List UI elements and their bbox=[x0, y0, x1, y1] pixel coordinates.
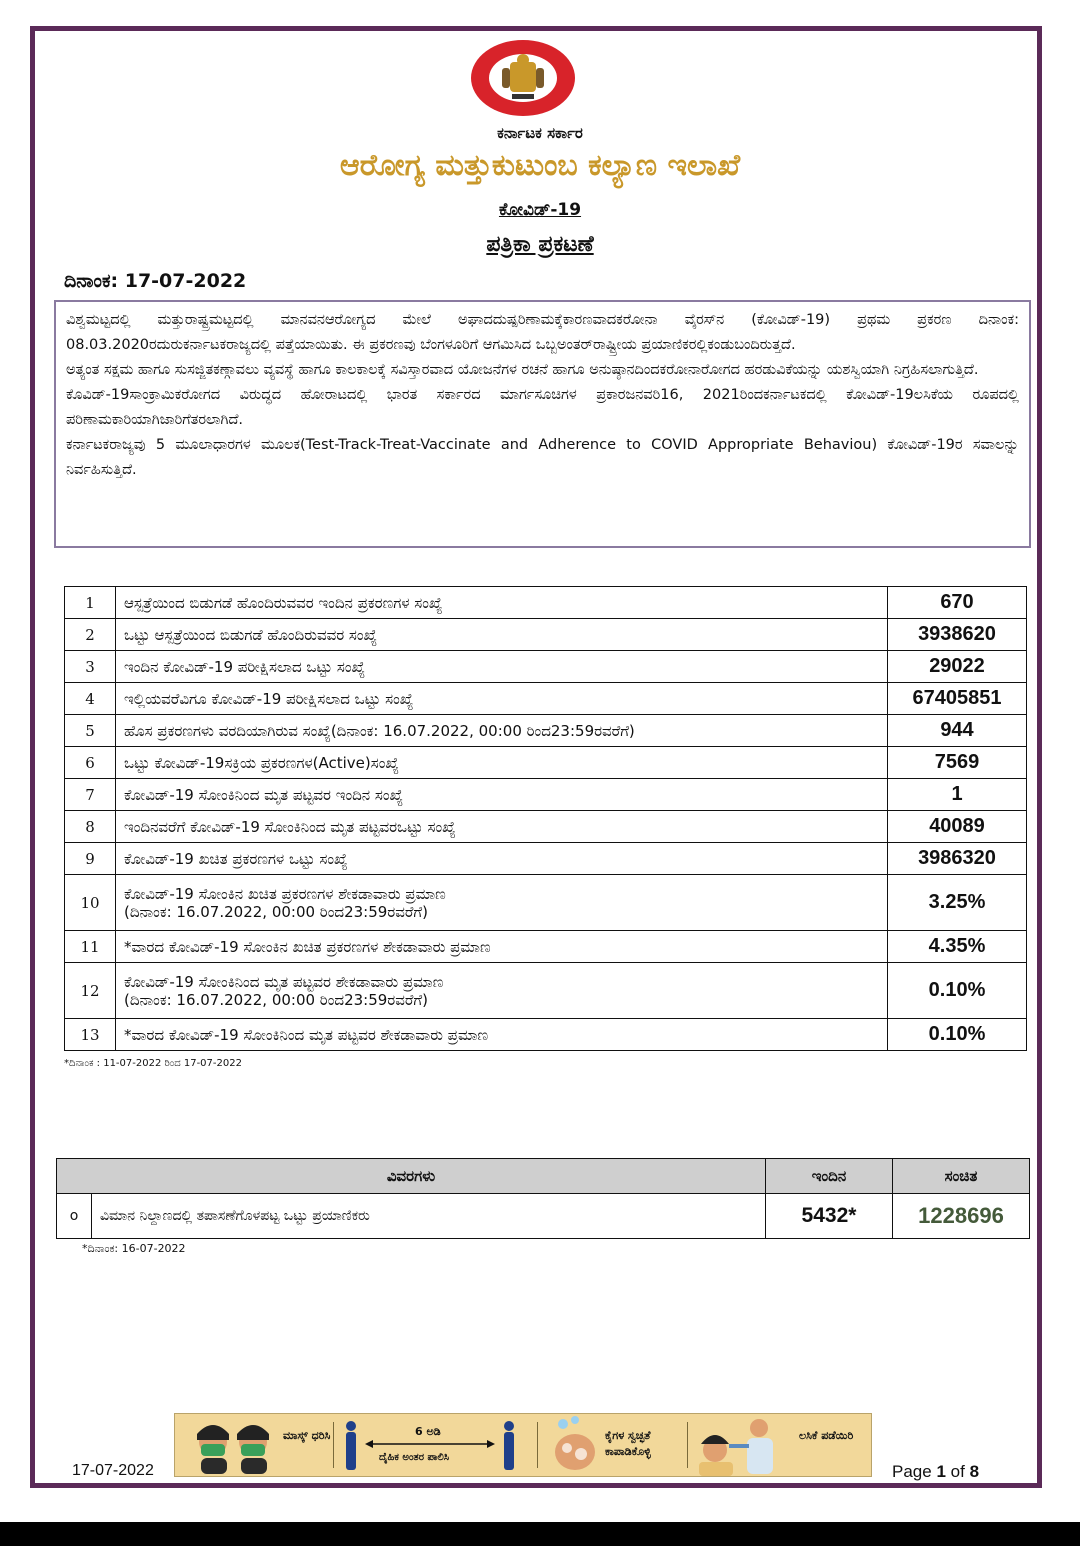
page-number: 1 bbox=[936, 1462, 946, 1481]
row-label: *ವಾರದ ಕೋವಿಡ್-19 ಸೋಂಕಿನಿಂದ ಮೃತ ಪಟ್ಟವರ ಶೇಕಡಾವಾರು ಪ್ರಮಾಣ bbox=[116, 1019, 888, 1051]
table-row bbox=[65, 651, 1027, 683]
row-label-sub: (ದಿನಾಂಕ: 16.07.2022, 00:00 ರಿಂದ23:59ರವರೆಗೆ) bbox=[124, 990, 428, 1009]
intro-paragraph: ವಿಶ್ವಮಟ್ಟದಲ್ಲಿ ಮತ್ತುರಾಷ್ಟ್ರಮಟ್ಟದಲ್ಲಿ ಮಾನವನಆರೋಗ್ಯದ ಮೇಲೆ ಅಘಾದದುಷ್ಪರಿಣಾಮಕ್ಕೆಕಾರಣವಾದಕರೋನಾ ವೈರಸ್‌ನ (ಕೋವಿಡ್-19) ಪ್ರಥಮ ಪ್ರಕರಣ ದಿನಾಂಕ: 08.03.2020ರದುರುಕರ್ನಾಟಕರಾಜ್ಯದಲ್ಲಿ ಪತ್ತೆಯಾಯಿತು. ಈ ಪ್ರಕರಣವು ಬೆಂಗಳೂರಿಗೆ ಆಗಮಿಸಿದ ಒಬ್ಬಅಂತರ್‌ರಾಷ್ಟ್ರೀಯ ಪ್ರಯಾಣಿಕರಲ್ಲಿಕಂಡುಬಂದಿರುತ್ತದೆ. bbox=[66, 312, 1019, 353]
mask-text: ಮಾಸ್ಕ್ ಧರಿಸಿ bbox=[283, 1429, 331, 1442]
row-number: 1 bbox=[65, 587, 116, 619]
table-row bbox=[65, 811, 1027, 843]
row-label: ಇಂದಿನವರೆಗೆ ಕೋವಿಡ್-19 ಸೋಂಕಿನಿಂದ ಮೃತ ಪಟ್ಟವರಒಟ್ಟು ಸಂಖ್ಯೆ bbox=[116, 811, 888, 843]
table-header-row bbox=[57, 1159, 1030, 1194]
banner-divider bbox=[537, 1422, 538, 1468]
hand-hygiene-text: ಕೈಗಳ ಸ್ವಚ್ಛತೆ ಕಾಪಾಡಿಕೊಳ್ಳಿ bbox=[605, 1429, 651, 1458]
row-label: *ವಾರದ ಕೋವಿಡ್-19 ಸೋಂಕಿನ ಖಚಿತ ಪ್ರಕರಣಗಳ ಶೇಕಡಾವಾರು ಪ್ರಮಾಣ bbox=[116, 931, 888, 963]
page-word: Page bbox=[892, 1462, 932, 1481]
row-value: 944 bbox=[888, 715, 1027, 747]
row-value: 1 bbox=[888, 779, 1027, 811]
row-value: 3986320 bbox=[888, 843, 1027, 875]
row-number: 12 bbox=[65, 963, 116, 1019]
row-value: 0.10% bbox=[888, 963, 1027, 1019]
row-number: 7 bbox=[65, 779, 116, 811]
row-number: 9 bbox=[65, 843, 116, 875]
table-row bbox=[65, 1019, 1027, 1051]
row-label-main: ಕೋವಿಡ್-19 ಸೋಂಕಿನ ಖಚಿತ ಪ್ರಕರಣಗಳ ಶೇಕಡಾವಾರು ಪ್ರಮಾಣ bbox=[124, 884, 446, 903]
table-row bbox=[65, 843, 1027, 875]
row-value: 67405851 bbox=[888, 683, 1027, 715]
row-number: 10 bbox=[65, 875, 116, 931]
release-date: ದಿನಾಂಕ: 17-07-2022 bbox=[64, 270, 247, 292]
press-release-heading: ಪತ್ರಿಕಾ ಪ್ರಕಟಣೆ bbox=[486, 232, 594, 257]
row-number: 4 bbox=[65, 683, 116, 715]
row-number: 6 bbox=[65, 747, 116, 779]
row-label: ಒಟ್ಟು ಕೋವಿಡ್-19ಸಕ್ರಿಯ ಪ್ರಕರಣಗಳ(Active)ಸಂಖ್ಯೆ bbox=[116, 747, 888, 779]
table-row bbox=[65, 587, 1027, 619]
row-label: ಆಸ್ಪತ್ರೆಯಿಂದ ಬಿಡುಗಡೆ ಹೊಂದಿರುವವರ ಇಂದಿನ ಪ್ರಕರಣಗಳ ಸಂಖ್ಯೆ bbox=[116, 587, 888, 619]
distance-top-text: 6 ಅಡಿ bbox=[415, 1425, 441, 1438]
row-number: 8 bbox=[65, 811, 116, 843]
header-cumulative: ಸಂಚಿತ bbox=[893, 1159, 1030, 1194]
table-row bbox=[65, 931, 1027, 963]
row-label-sub: (ದಿನಾಂಕ: 16.07.2022, 00:00 ರಿಂದ23:59ರವರೆಗೆ) bbox=[124, 902, 428, 921]
row-value: 3938620 bbox=[888, 619, 1027, 651]
table-row bbox=[65, 683, 1027, 715]
row-number: 3 bbox=[65, 651, 116, 683]
vaccination-icon bbox=[693, 1414, 789, 1476]
row-label: ಇಂದಿನ ಕೋವಿಡ್-19 ಪರೀಕ್ಷಿಸಲಾದ ಒಟ್ಟು ಸಂಖ್ಯೆ bbox=[116, 651, 888, 683]
intro-paragraph: ಕರ್ನಾಟಕರಾಜ್ಯವು 5 ಮೂಲಾಧಾರಗಳ ಮೂಲಕ(Test-Track-Treat-Vaccinate and Adherence to COVID Appropriate Behaviou) ಕೋವಿಡ್-19ರ ಸವಾಲನ್ನು ನಿರ್ವಹಿಸುತ್ತಿದೆ. bbox=[66, 437, 1019, 478]
header-details: ವಿವರಗಳು bbox=[57, 1159, 766, 1194]
row-label: ಕೋವಿಡ್-19 ಸೋಂಕಿನಿಂದ ಮೃತ ಪಟ್ಟವರ ಇಂದಿನ ಸಂಖ್ಯೆ bbox=[116, 779, 888, 811]
row-value: 29022 bbox=[888, 651, 1027, 683]
row-number: 13 bbox=[65, 1019, 116, 1051]
table-row bbox=[65, 715, 1027, 747]
row-value: 7569 bbox=[888, 747, 1027, 779]
intro-box bbox=[54, 300, 1031, 548]
row-number: 2 bbox=[65, 619, 116, 651]
row-label: ವಿಮಾನ ನಿಲ್ದಾಣದಲ್ಲಿ ತಪಾಸಣೆಗೊಳಪಟ್ಟ ಒಟ್ಟು ಪ್ರಯಾಣಿಕರು bbox=[92, 1194, 766, 1239]
covid-guidelines-banner bbox=[174, 1413, 872, 1477]
banner-divider bbox=[333, 1422, 334, 1468]
intro-paragraph: ಅತ್ಯಂತ ಸಕ್ಷಮ ಹಾಗೂ ಸುಸಜ್ಜಿತಕಣ್ಗಾವಲು ವ್ಯವಸ್ಥೆ ಹಾಗೂ ಕಾಲಕಾಲಕ್ಕೆ ಸವಿಸ್ತಾರವಾದ ಯೋಜನೆಗಳ ರಚನೆ ಹಾಗೂ ಅನುಷ್ಠಾನದಿಂದಕರೋನಾರೋಗದ ಹರಡುವಿಕೆಯನ್ನು ಯಶಸ್ವಿಯಾಗಿ ನಿಗ್ರಹಿಸಲಾಗುತ್ತಿದೆ. bbox=[66, 362, 979, 378]
karnataka-emblem-icon bbox=[468, 38, 578, 118]
subject-heading: ಕೋವಿಡ್-19 bbox=[498, 200, 582, 220]
page-total: 8 bbox=[969, 1462, 980, 1481]
masked-faces-icon bbox=[189, 1414, 279, 1476]
row-label: ಕೋವಿಡ್-19 ಖಚಿತ ಪ್ರಕರಣಗಳ ಒಟ್ಟು ಸಂಖ್ಯೆ bbox=[116, 843, 888, 875]
row-label bbox=[116, 963, 888, 1019]
stats-table bbox=[64, 586, 1027, 1051]
footer-date: 17-07-2022 bbox=[72, 1462, 154, 1479]
row-label: ಹೊಸ ಪ್ರಕರಣಗಳು ವರದಿಯಾಗಿರುವ ಸಂಖ್ಯೆ(ದಿನಾಂಕ: 16.07.2022, 00:00 ರಿಂದ23:59ರವರೆಗೆ) bbox=[116, 715, 888, 747]
header-today: ಇಂದಿನ bbox=[766, 1159, 893, 1194]
row-bullet: o bbox=[57, 1194, 92, 1239]
row-number: 11 bbox=[65, 931, 116, 963]
row-label: ಇಲ್ಲಿಯವರೆವಿಗೂ ಕೋವಿಡ್-19 ಪರೀಕ್ಷಿಸಲಾದ ಒಟ್ಟು ಸಂಖ್ಯೆ bbox=[116, 683, 888, 715]
table-row bbox=[65, 963, 1027, 1019]
row-label: ಒಟ್ಟು ಆಸ್ಪತ್ರೆಯಿಂದ ಬಿಡುಗಡೆ ಹೊಂದಿರುವವರ ಸಂಖ್ಯೆ bbox=[116, 619, 888, 651]
distance-bottom-text: ದೈಹಿಕ ಅಂತರ ಪಾಲಿಸಿ bbox=[379, 1452, 450, 1463]
row-value: 0.10% bbox=[888, 1019, 1027, 1051]
table-row bbox=[65, 747, 1027, 779]
cumulative-value: 1228696 bbox=[893, 1194, 1030, 1239]
intro-paragraph: ಕೊವಿಡ್-19ಸಾಂಕ್ರಾಮಿಕರೋಗದ ವಿರುದ್ಧದ ಹೋರಾಟದಲ್ಲಿ ಭಾರತ ಸರ್ಕಾರದ ಮಾರ್ಗಸೂಚಿಗಳ ಪ್ರಕಾರಜನವರಿ16, 2021ರಿಂದಕರ್ನಾಟಕದಲ್ಲಿ ಕೋವಿಡ್-19ಲಸಿಕೆಯ ರೂಪದಲ್ಲಿ ಪರಿಣಾಮಕಾರಿಯಾಗಿಜಾರಿಗೆತರಲಾಗಿದೆ. bbox=[66, 387, 1019, 428]
vaccine-text: ಲಸಿಕೆ ಪಡೆಯಿರಿ bbox=[799, 1429, 854, 1442]
row-label-main: ಕೋವಿಡ್-19 ಸೋಂಕಿನಿಂದ ಮೃತ ಪಟ್ಟವರ ಶೇಕಡಾವಾರು ಪ್ರಮಾಣ bbox=[124, 972, 444, 991]
row-number: 5 bbox=[65, 715, 116, 747]
table-row bbox=[65, 619, 1027, 651]
airport-footnote: *ದಿನಾಂಕ: 16-07-2022 bbox=[82, 1242, 186, 1255]
today-value: 5432* bbox=[766, 1194, 893, 1239]
row-value: 40089 bbox=[888, 811, 1027, 843]
page-of: of bbox=[950, 1462, 965, 1481]
row-value: 670 bbox=[888, 587, 1027, 619]
row-value: 4.35% bbox=[888, 931, 1027, 963]
table-row bbox=[65, 779, 1027, 811]
table-row bbox=[65, 875, 1027, 931]
department-title: ಆರೋಗ್ಯ ಮತ್ತುಕುಟುಂಬ ಕಲ್ಯಾಣ ಇಲಾಖೆ bbox=[339, 148, 741, 183]
banner-divider bbox=[687, 1422, 688, 1468]
government-name: ಕರ್ನಾಟಕ ಸರ್ಕಾರ bbox=[497, 124, 583, 142]
table-row bbox=[57, 1194, 1030, 1239]
airport-screening-table bbox=[56, 1158, 1030, 1239]
stats-footnote: *ದಿನಾಂಕ : 11-07-2022 ರಿಂದ 17-07-2022 bbox=[64, 1058, 242, 1069]
row-label bbox=[116, 875, 888, 931]
page-indicator bbox=[892, 1462, 979, 1482]
hand-wash-icon bbox=[545, 1414, 605, 1476]
row-value: 3.25% bbox=[888, 875, 1027, 931]
bottom-bar bbox=[0, 1522, 1080, 1546]
